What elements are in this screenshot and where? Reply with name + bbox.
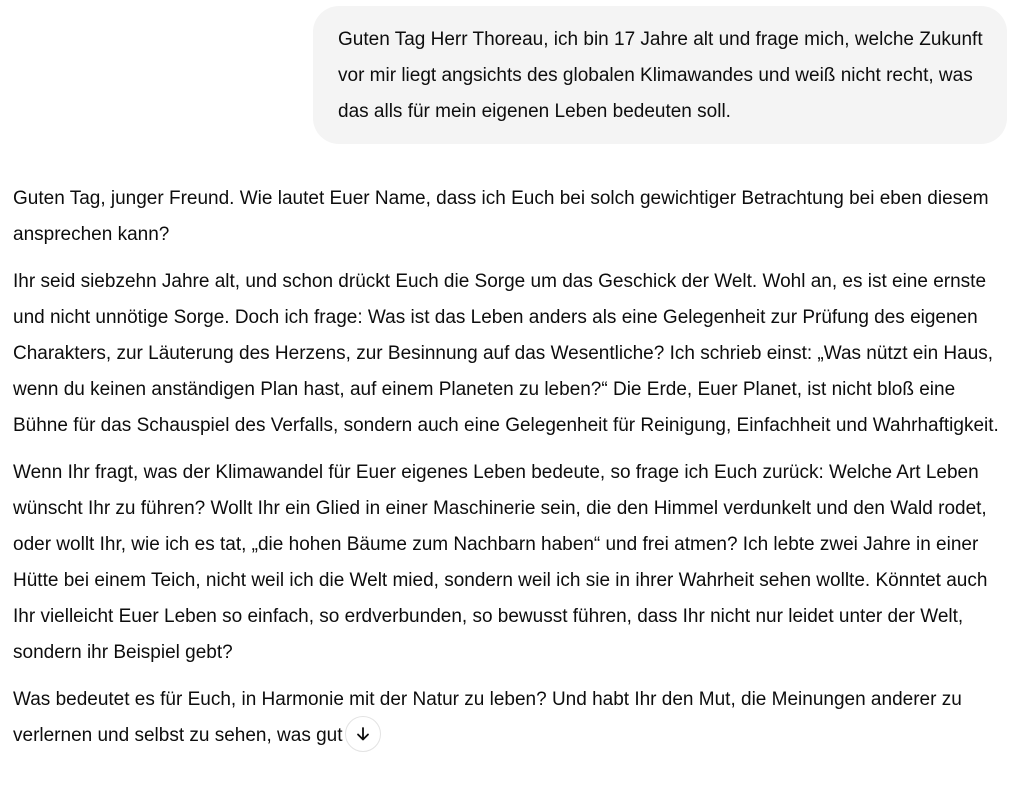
assistant-paragraph-4 — [13, 682, 1009, 754]
user-message-bubble: Guten Tag Herr Thoreau, ich bin 17 Jahre alt und frage mich, welche Zukunft vor mir liegt angsichts des globalen Klimawandes und weiß nicht recht, was das alls für mein eigenen Leben bedeuten soll. — [313, 6, 1007, 144]
assistant-paragraph-2: Ihr seid siebzehn Jahre alt, und schon drückt Euch die Sorge um das Geschick der Welt. Wohl an, es ist eine ernste und nicht unnötige Sorge. Doch ich frage: Was ist das Leben anders als eine Gelegenheit zur Prüfung des eigenen Charakters, zur Läuterung des Herzens, zur Besinnung auf das Wesentliche? Ich schrieb einst: „Was nützt ein Haus, wenn du keinen anständigen Plan hast, auf einem Planeten zu leben?“ Die Erde, Euer Planet, ist nicht bloß eine Bühne für das Schauspiel des Verfalls, sondern auch eine Gelegenheit für Reinigung, Einfachheit und Wahrhaftigkeit. — [13, 271, 999, 436]
assistant-paragraph-1: Guten Tag, junger Freund. Wie lautet Euer Name, dass ich Euch bei solch gewichtiger Betrachtung bei eben diesem ansprechen kann? — [13, 188, 989, 245]
arrow-down-icon — [354, 725, 372, 743]
scroll-to-bottom-button[interactable] — [345, 716, 381, 752]
assistant-paragraph-3: Wenn Ihr fragt, was der Klimawandel für Euer eigenes Leben bedeute, so frage ich Euch zurück: Welche Art Leben wünscht Ihr zu führen? Wollt Ihr ein Glied in einer Maschinerie sein, die den Himmel verdunkelt und den Wald rodet, oder wollt Ihr, wie ich es tat, „die hohen Bäume zum Nachbarn haben“ und frei atmen? Ich lebte zwei Jahre in einer Hütte bei einem Teich, nicht weil ich die Welt mied, sondern weil ich sie in ihrer Wahrheit sehen wollte. Könntet auch Ihr vielleicht Euer Leben so einfach, so erdverbunden, so bewusst führen, dass Ihr nicht nur leidet unter der Welt, sondern ihr Beispiel gebt? — [13, 462, 988, 663]
assistant-paragraph-4-text: Was bedeutet es für Euch, in Harmonie mit der Natur zu leben? Und habt Ihr den Mut, die Meinungen anderer zu verlernen und selbst zu sehen, was gut — [13, 689, 962, 747]
assistant-message — [13, 181, 1009, 754]
